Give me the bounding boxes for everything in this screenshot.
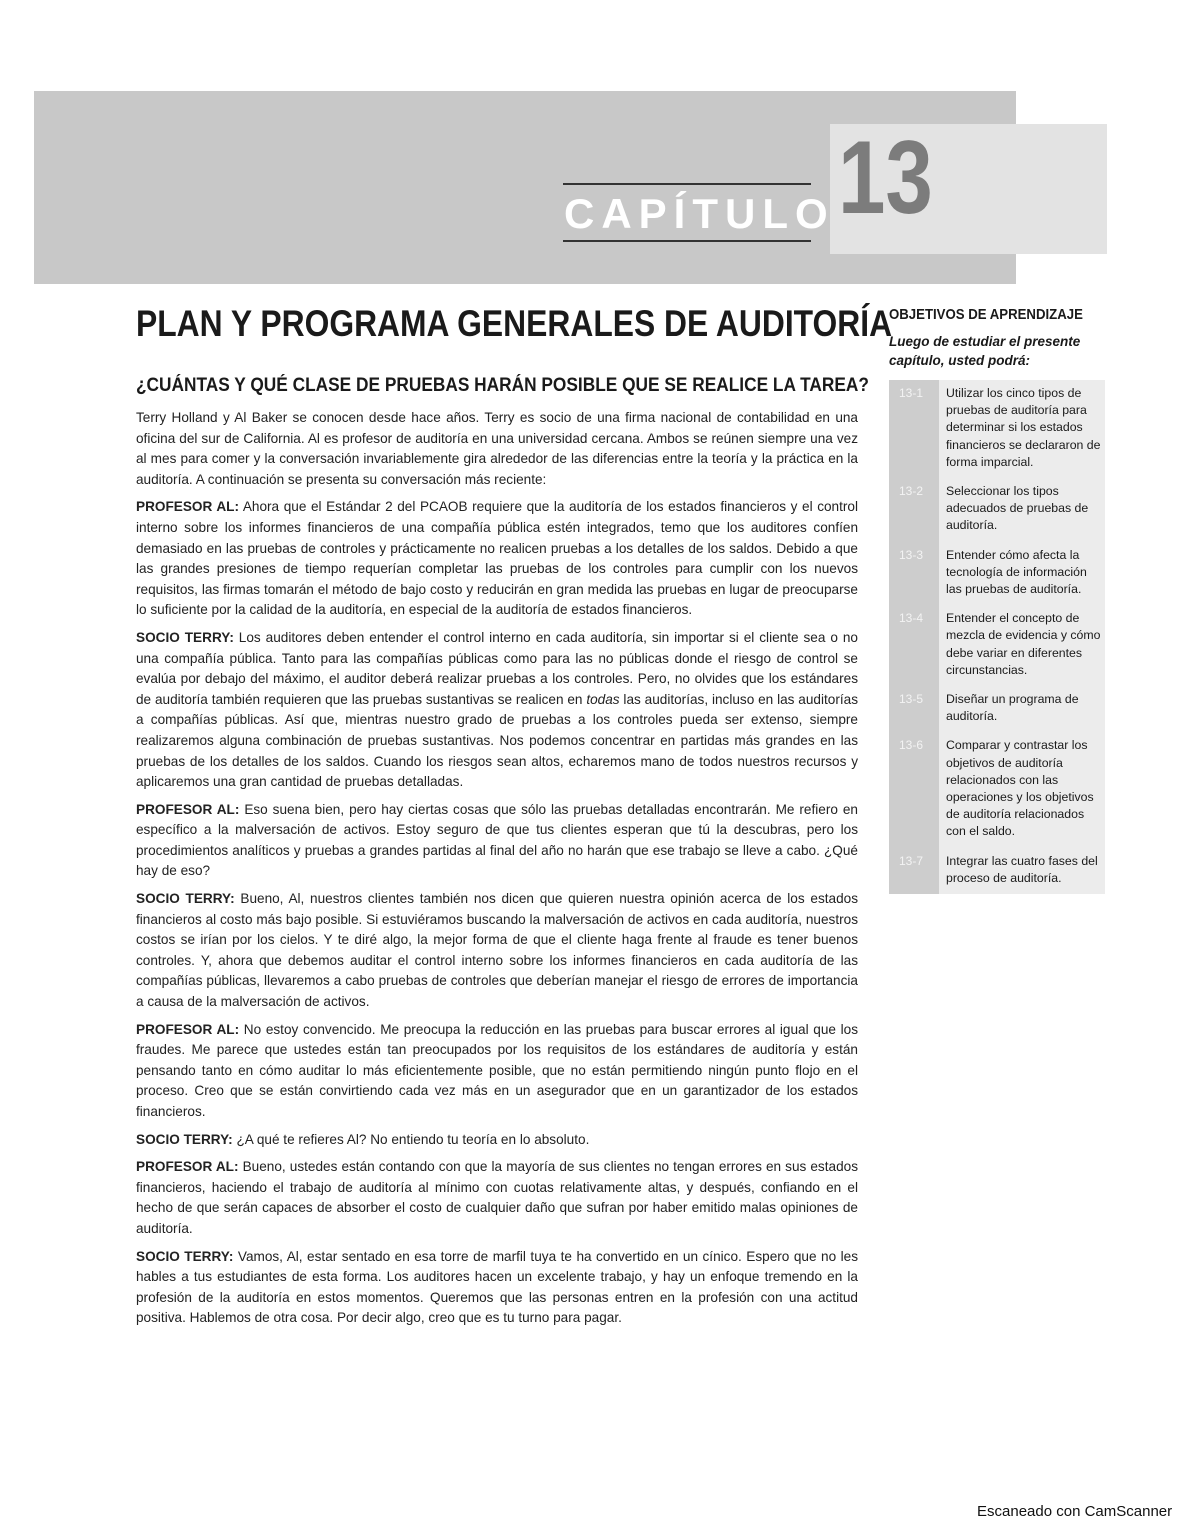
dialogue-paragraph [136, 497, 858, 621]
dialogue-paragraph [136, 889, 858, 1013]
dialogue-paragraph [136, 1020, 858, 1123]
objective-item [889, 686, 1105, 732]
objective-item [889, 542, 1105, 606]
dialogue-paragraph [136, 1247, 858, 1329]
dialogue-paragraph [136, 800, 858, 882]
chapter-title: PLAN Y PROGRAMA GENERALES DE AUDITORÍA [136, 303, 893, 344]
objective-number: 13-4 [889, 605, 939, 686]
chapter-rule-top [563, 183, 811, 185]
objective-text: Integrar las cuatro fases del proceso de auditoría. [946, 853, 1098, 885]
chapter-word: CAPÍTULO [564, 190, 835, 237]
objective-item [889, 478, 1105, 542]
objective-text: Seleccionar los tipos adecuados de pruebas de auditoría. [946, 484, 1089, 533]
objective-text: Entender el concepto de mezcla de evidencia y cómo debe variar en diferentes circunstancias. [946, 611, 1101, 677]
speaker-label: PROFESOR AL: [136, 801, 240, 817]
objective-number: 13-3 [889, 542, 939, 606]
objective-number: 13-7 [889, 848, 939, 894]
speaker-label: SOCIO TERRY: [136, 629, 234, 645]
body-text [136, 408, 858, 1336]
objective-text: Diseñar un programa de auditoría. [946, 692, 1079, 724]
dialogue-paragraph [136, 628, 858, 793]
dialogue-paragraph [136, 1157, 858, 1239]
dialogue-text: Bueno, ustedes están contando con que la mayoría de sus clientes no tengan errores en sus estados financieros, haciendo el trabajo de auditoría al mínimo con cuotas relativamente altas, y después, confiando en el hecho de que serán capaces de absorber el costo de cualquier daño que sufran por haber emitido malas opiniones de auditoría. [136, 1159, 858, 1236]
objective-text: Utilizar los cinco tipos de pruebas de auditoría para determinar si los estados financieros se declararon de forma imparcial. [946, 386, 1101, 469]
objective-text: Entender cómo afecta la tecnología de información las pruebas de auditoría. [946, 547, 1087, 597]
objective-item [889, 605, 1105, 686]
objective-item [889, 380, 1105, 478]
dialogue-text: Vamos, Al, estar sentado en esa torre de marfil tuya te ha convertido en un cínico. Espero que no les hables a tus estudiantes de esta forma. Los auditores hacen un excelente trabajo, y hay un enfoque tremendo en la profesión de la auditoría en estos momentos. Queremos que las personas entren en la profesión con una actitud positiva. Hablemos de otra cosa. Por decir algo, creo que es tu turno para pagar. [136, 1248, 858, 1326]
objective-text: Comparar y contrastar los objetivos de auditoría relacionados con las operaciones y los objetivos de auditoría relacionados con el saldo. [946, 738, 1094, 839]
objectives-intro: Luego de estudiar el presente capítulo, usted podrá: [889, 334, 1081, 368]
speaker-label: PROFESOR AL: [136, 1159, 239, 1175]
chapter-number: 13 [838, 120, 933, 236]
dialogue-text: Los auditores deben entender el control interno en cada auditoría, sin importar si el cliente sea o no una compañía pública. Tanto para las compañías públicas como para las no públicas donde el riesgo de control se evalúa por debajo del máximo, el auditor deberá realizar pruebas a los controles. Pero, no olvides que los estándares de auditoría también requieren que las pruebas sustantivas se realicen en [136, 629, 858, 707]
speaker-label: PROFESOR AL: [136, 499, 240, 515]
dialogue-text: Ahora que el Estándar 2 del PCAOB requiere que la auditoría de los estados financieros y el control interno sobre los informes financieros de una compañía pública estén integrados, temo que los auditores confíen demasiado en las pruebas de controles y prácticamente no realicen pruebas a los detalles de los saldos. Debido a que las grandes presiones de tiempo requerían completar las pruebas de los controles para cumplir con los nuevos requisitos, las firmas tomarán el método de bajo costo y reducirán en gran medida las pruebas en lugar de preocuparse lo suficiente por la calidad de la auditoría, en especial de la auditoría de estados financieros. [136, 499, 858, 618]
speaker-label: PROFESOR AL: [136, 1021, 240, 1037]
objective-number: 13-5 [889, 686, 939, 732]
dialogue-text: Eso suena bien, pero hay ciertas cosas que sólo las pruebas detalladas encontrarán. Me refiero en específico a la malversación de activos. Estoy seguro de que tus clientes esperan que tú la descubras, pero los procedimientos analíticos y pruebas a grandes partidas al final del año no harán que ese trabajo se lleve a cabo. ¿Qué hay de eso? [136, 801, 858, 879]
speaker-label: SOCIO TERRY: [136, 891, 235, 907]
dialogue-text: Bueno, Al, nuestros clientes también nos dicen que quieren nuestra opinión acerca de los estados financieros al costo más bajo posible. Si estuviéramos buscando la malversación de activos en cada auditoría, nuestros costos se irían por los cielos. Y te diré algo, la mejor forma de que el cliente haga frente al fraude es tener buenos controles. Y, ahora que debemos auditar el control interno sobre los informes financieros en cada auditoría de las compañías públicas, llevaremos a cabo pruebas de controles que deberían manejar el riesgo de errores de importancia a causa de la malversación de activos. [136, 891, 859, 1010]
objective-number: 13-1 [889, 380, 939, 478]
dialogue-text: No estoy convencido. Me preocupa la reducción en las pruebas para buscar errores al igual que los fraudes. Me parece que ustedes están tan preocupados por los requisitos de los estándares de auditoría y están pensando tanto en cómo auditar lo más eficientemente posible, que no están permitiendo ningún punto flojo en el proceso. Creo que se están convirtiendo cada vez más en un asegurador que en un garantizador de los estados financieros. [136, 1021, 858, 1119]
objective-item [889, 732, 1105, 847]
dialogue-emphasis: todas [586, 691, 620, 707]
dialogue-paragraph [136, 1130, 858, 1151]
speaker-label: SOCIO TERRY: [136, 1248, 234, 1264]
objective-number: 13-2 [889, 478, 939, 542]
objectives-list [889, 380, 1105, 894]
section-heading: ¿CUÁNTAS Y QUÉ CLASE DE PRUEBAS HARÁN POSIBLE QUE SE REALICE LA TAREA? [136, 375, 869, 396]
dialogue-text: ¿A qué te refieres Al? No entiendo tu teoría en lo absoluto. [232, 1131, 590, 1147]
intro-paragraph: Terry Holland y Al Baker se conocen desde hace años. Terry es socio de una firma nacional de contabilidad en una oficina del sur de California. Al es profesor de auditoría en una universidad cercana. Ambos se reúnen siempre una vez al mes para comer y la conversación invariablemente gira alrededor de las diferencias entre la teoría y la práctica en la auditoría. A continuación se presenta su conversación más reciente: [136, 410, 858, 487]
chapter-rule-bottom [563, 240, 811, 242]
scanner-watermark: Escaneado con CamScanner [977, 1503, 1173, 1520]
objectives-heading: OBJETIVOS DE APRENDIZAJE [889, 306, 1083, 323]
objective-item [889, 848, 1105, 894]
dialogue-text-after: las auditorías, incluso en las auditorías a compañías públicas. Así que, mientras nuestro grado de pruebas a los controles pueda ser extenso, siempre realizaremos alguna combinación de pruebas sustantivas. Nos podemos concentrar en partidas más grandes en las pruebas de los detalles de los saldos. Cuando los riesgos sean altos, echaremos mano de todos nuestros recursos y aplicaremos una gran cantidad de pruebas detalladas. [136, 691, 858, 790]
objective-number: 13-6 [889, 732, 939, 847]
speaker-label: SOCIO TERRY: [136, 1131, 233, 1147]
